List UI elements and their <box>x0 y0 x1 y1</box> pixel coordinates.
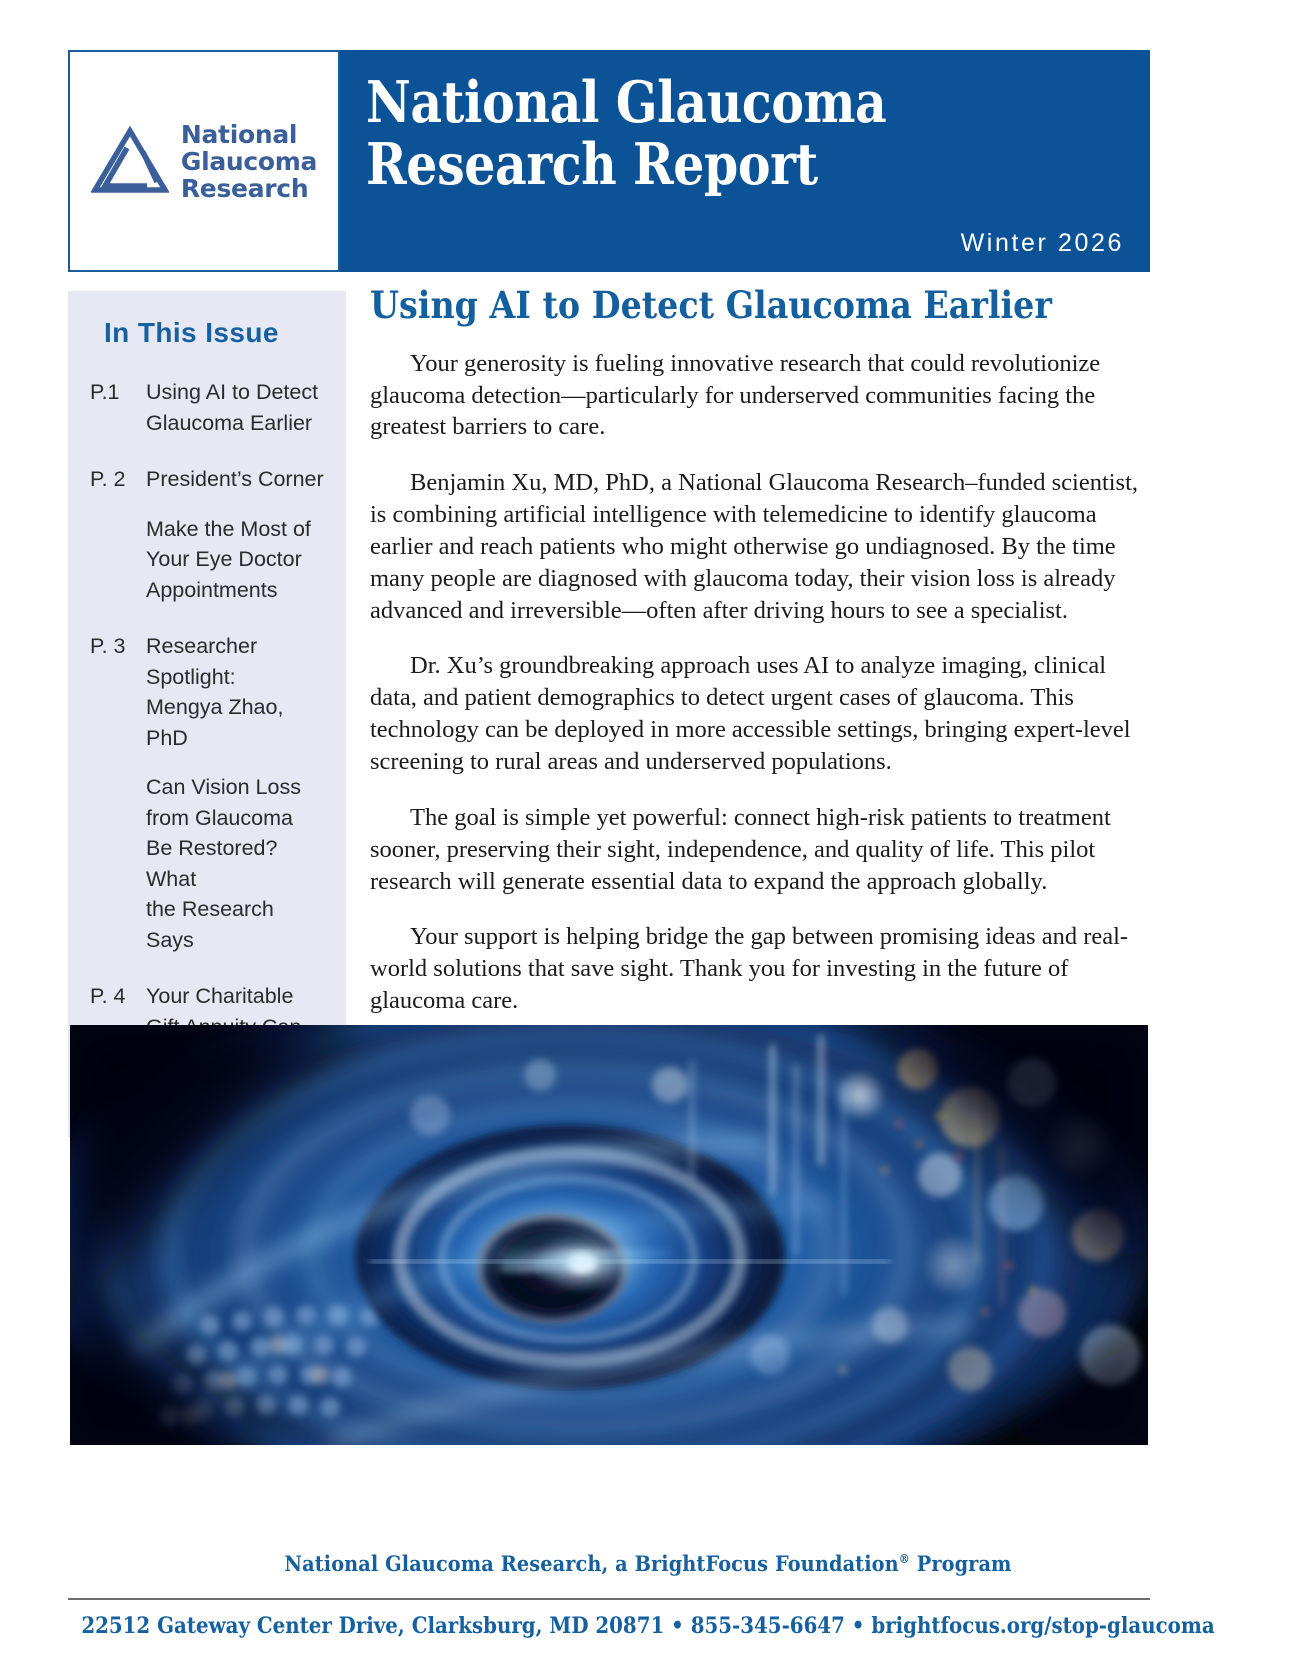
masthead <box>68 50 1150 272</box>
footer-divider <box>68 1598 1150 1600</box>
toc-entry[interactable] <box>90 377 324 438</box>
article-body <box>370 348 1152 1017</box>
footer-address-line: 22512 Gateway Center Drive, Clarksburg, MD 20871 • 855-345-6647 • brightfocus.org/stop-glaucoma <box>81 1613 1215 1639</box>
toc-title-line: Spotlight: <box>146 664 236 689</box>
toc-entry-title <box>146 464 324 495</box>
toc-title-line: President’s Corner <box>146 467 324 492</box>
toc-entry-title <box>146 631 324 753</box>
feature-photo <box>70 1025 1148 1445</box>
toc-title-line: Glaucoma Earlier <box>146 410 313 435</box>
toc-page-number: P.1 <box>90 380 120 404</box>
lead-article <box>370 285 1152 1017</box>
toc-subtitle-line: Be Restored? What <box>146 836 278 891</box>
toc-title-line: Your Charitable <box>146 984 294 1009</box>
toc-title-line: Mengya Zhao, PhD <box>146 695 284 750</box>
registered-mark-icon: ® <box>898 1552 910 1566</box>
toc-entry-subtitle[interactable] <box>146 772 324 955</box>
toc-page-number: P. 3 <box>90 634 126 659</box>
masthead-band <box>340 50 1150 272</box>
logo-box <box>68 50 340 272</box>
toc-entry-subtitle[interactable] <box>146 514 324 606</box>
toc-entry-body <box>146 377 318 438</box>
issue-date: Winter 2026 <box>960 229 1124 257</box>
masthead-title <box>366 69 1018 199</box>
article-paragraph: Benjamin Xu, MD, PhD, a National Glaucoma Research–funded scientist, is combining artificial intelligence with telemedicine to identify glaucoma earlier and reach patients who might otherwise go undiagnosed. By the time many people are diagnosed with glaucoma today, their vision loss is already advanced and irreversible—often after driving hours to see a specialist. <box>370 469 1139 624</box>
toc-entry-body <box>146 464 324 605</box>
masthead-title-line2: Research Report <box>366 131 818 199</box>
toc-title-line: Researcher <box>146 634 258 659</box>
toc-entry-body <box>146 631 324 955</box>
toc-subtitle-line: Make the Most of <box>146 516 311 541</box>
article-paragraph: Your support is helping bridge the gap between promising ideas and real-world solutions that save sight. Thank you for investing in the future of glaucoma care. <box>370 923 1129 1015</box>
masthead-title-line1: National Glaucoma <box>366 69 887 136</box>
footer-program-suffix: Program <box>909 1551 1012 1576</box>
logo-word-glaucoma: Glaucoma <box>180 146 318 176</box>
article-paragraph: The goal is simple yet powerful: connect high-risk patients to treatment sooner, preserving their sight, independence, and quality of life. This pilot research will generate essential data to expand the approach globally. <box>370 803 1111 895</box>
triangle-logo-icon <box>91 126 169 196</box>
sidebar-heading: In This Issue <box>104 317 279 348</box>
article-headline: Using AI to Detect Glaucoma Earlier <box>370 283 1052 327</box>
toc-entry[interactable] <box>90 464 324 605</box>
toc-subtitle-line: Your Eye Doctor <box>146 547 302 572</box>
eye-technology-image <box>70 1025 1148 1445</box>
toc-page-number: P. 4 <box>90 984 126 1009</box>
toc-subtitle-line: Can Vision Loss <box>146 775 301 800</box>
logo-word-research: Research <box>180 173 309 203</box>
logo-wordmark <box>181 121 317 202</box>
table-of-contents <box>90 377 324 1103</box>
article-paragraph: Dr. Xu’s groundbreaking approach uses AI to analyze imaging, clinical data, and patient demographics to detect urgent cases of glaucoma. This technology can be deployed in more accessible settings, bringing expert-level screening to rural areas and underserved populations. <box>370 652 1131 775</box>
toc-subtitle-line: the Research Says <box>146 897 274 952</box>
footer-program-prefix: National Glaucoma Research, a BrightFocus Foundation <box>284 1551 899 1576</box>
toc-entry-title <box>146 377 318 438</box>
article-paragraph: Your generosity is fueling innovative research that could revolutionize glaucoma detection—particularly for underserved communities facing the greatest barriers to care. <box>370 349 1101 441</box>
toc-subtitle-line: Appointments <box>146 577 278 602</box>
in-this-issue-sidebar <box>68 291 346 1137</box>
footer-program-line <box>52 1551 1244 1576</box>
logo-word-national: National <box>180 119 298 149</box>
toc-subtitle-line: from Glaucoma <box>146 805 293 830</box>
toc-title-line: Using AI to Detect <box>146 380 319 404</box>
toc-page-number: P. 2 <box>90 467 126 492</box>
toc-entry[interactable] <box>90 631 324 955</box>
